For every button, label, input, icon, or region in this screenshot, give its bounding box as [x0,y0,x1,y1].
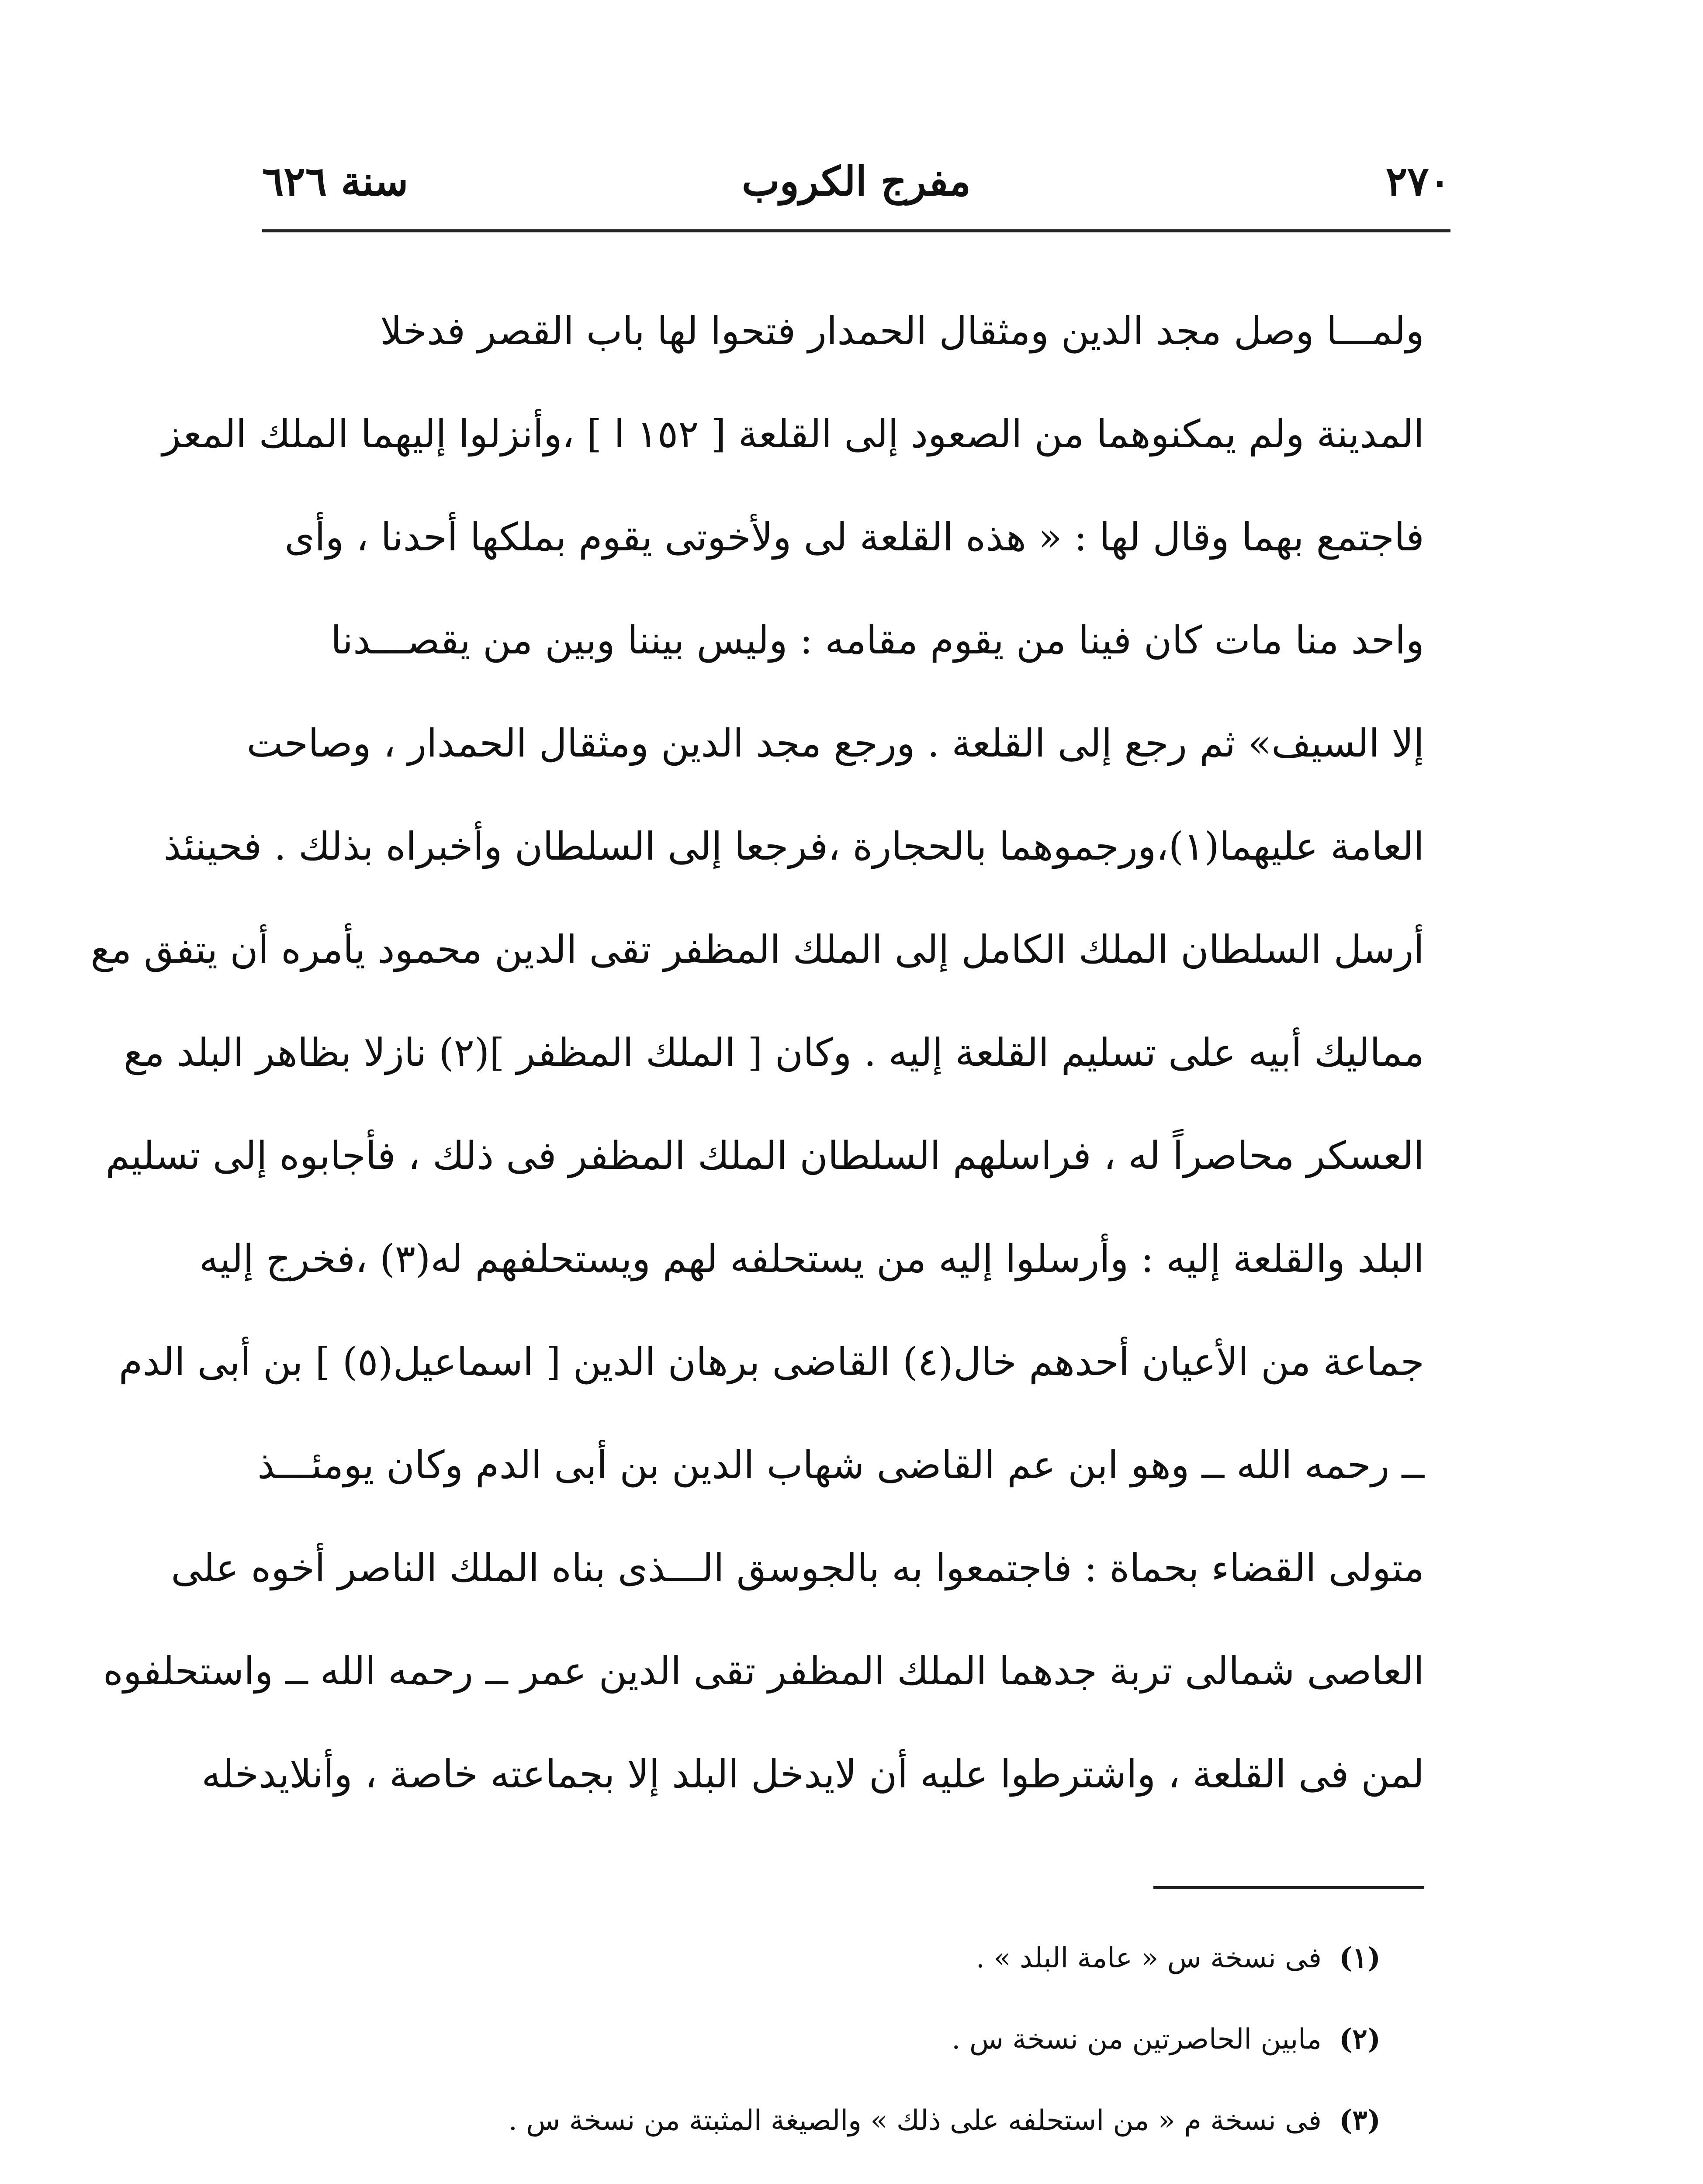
page-number: ٢٧٠ [1385,158,1450,205]
text-line: إلا السيف» ثم رجع إلى القلعة . ورجع مجد الدين ومثقال الحمدار ، وصاحت [246,721,1424,766]
footnote-number: (٢) [1339,2023,1381,2056]
text-line: العاصى شمالى تربة جدهما الملك المظفر تقى الدين عمر ــ رحمه الله ــ واستحلفوه [103,1648,1424,1693]
footnotes [271,1918,1381,2184]
text-line: ولمـــا وصل مجد الدين ومثقال الحمدار فتحوا لها باب القصر فدخلا [380,308,1424,353]
footnote [271,1918,1381,1999]
text-line: واحد منا مات كان فينا من يقوم مقامه : وليس بيننا وبين من يقصـــدنا [330,618,1424,663]
footnote [271,2080,1381,2161]
book-title: مفرج الكروب [741,158,971,205]
text-line: متولى القضاء بحماة : فاجتمعوا به بالجوسق الـــذى بناه الملك الناصر أخوه على [171,1545,1424,1590]
text-line: البلد والقلعة إليه : وأرسلوا إليه من يستحلفه لهم ويستحلفهم له(٣) ،فخرج إليه [199,1236,1424,1281]
text-line: العسكر محاصراً له ، فراسلهم السلطان الملك المظفر فى ذلك ، فأجابوه إلى تسليم [105,1133,1424,1178]
text-line: مماليك أبيه على تسليم القلعة إليه . وكان [ الملك المظفر ](٢) نازلا بظاهر البلد مع [123,1030,1424,1075]
running-header [262,149,1450,223]
footnote [271,1999,1381,2080]
main-text [90,280,1424,1826]
text-line: لمن فى القلعة ، واشترطوا عليه أن لايدخل البلد إلا بجماعته خاصة ، وأنلايدخله [201,1752,1424,1797]
footnote-rule [1153,1886,1424,1889]
footnote-number: (١) [1339,1942,1381,1974]
text-line: أرسل السلطان الملك الكامل إلى الملك المظفر تقى الدين محمود يأمره أن يتفق مع [90,927,1424,972]
footnote-text: مابين الحاصرتين من نسخة س . [952,2023,1322,2056]
text-line: ــ رحمه الله ــ وهو ابن عم القاضى شهاب الدين بن أبى الدم وكان يومئـــذ [257,1442,1424,1487]
text-line: المدينة ولم يمكنوهما من الصعود إلى القلعة [ ١٥٢ ا ] ،وأنزلوا إليهما الملك المعز [162,411,1424,456]
year-heading: سنة ٦٢٦ [262,158,408,205]
footnote-number: (٣) [1339,2104,1381,2137]
text-line: فاجتمع بهما وقال لها : « هذه القلعة لى ولأخوتى يقوم بملكها أحدنا ، وأى [284,515,1424,560]
footnote [271,2161,1381,2184]
footnote-number [1339,2161,1381,2184]
footnote-text: فى نسخة م « من استحلفه على ذلك » والصيغة المثبتة من نسخة س . [508,2105,1322,2137]
text-line: جماعة من الأعيان أحدهم خال(٤) القاضى برهان الدين [ اسماعيل(٥) ] بن أبى الدم [118,1339,1424,1384]
text-line: العامة عليهما(١)،ورجموهما بالحجارة ،فرجعا إلى السلطان وأخبراه بذلك . فحينئذ [163,824,1424,869]
footnote-text: فى نسخة س « عامة البلد » . [976,1942,1322,1974]
header-rule [262,229,1450,232]
